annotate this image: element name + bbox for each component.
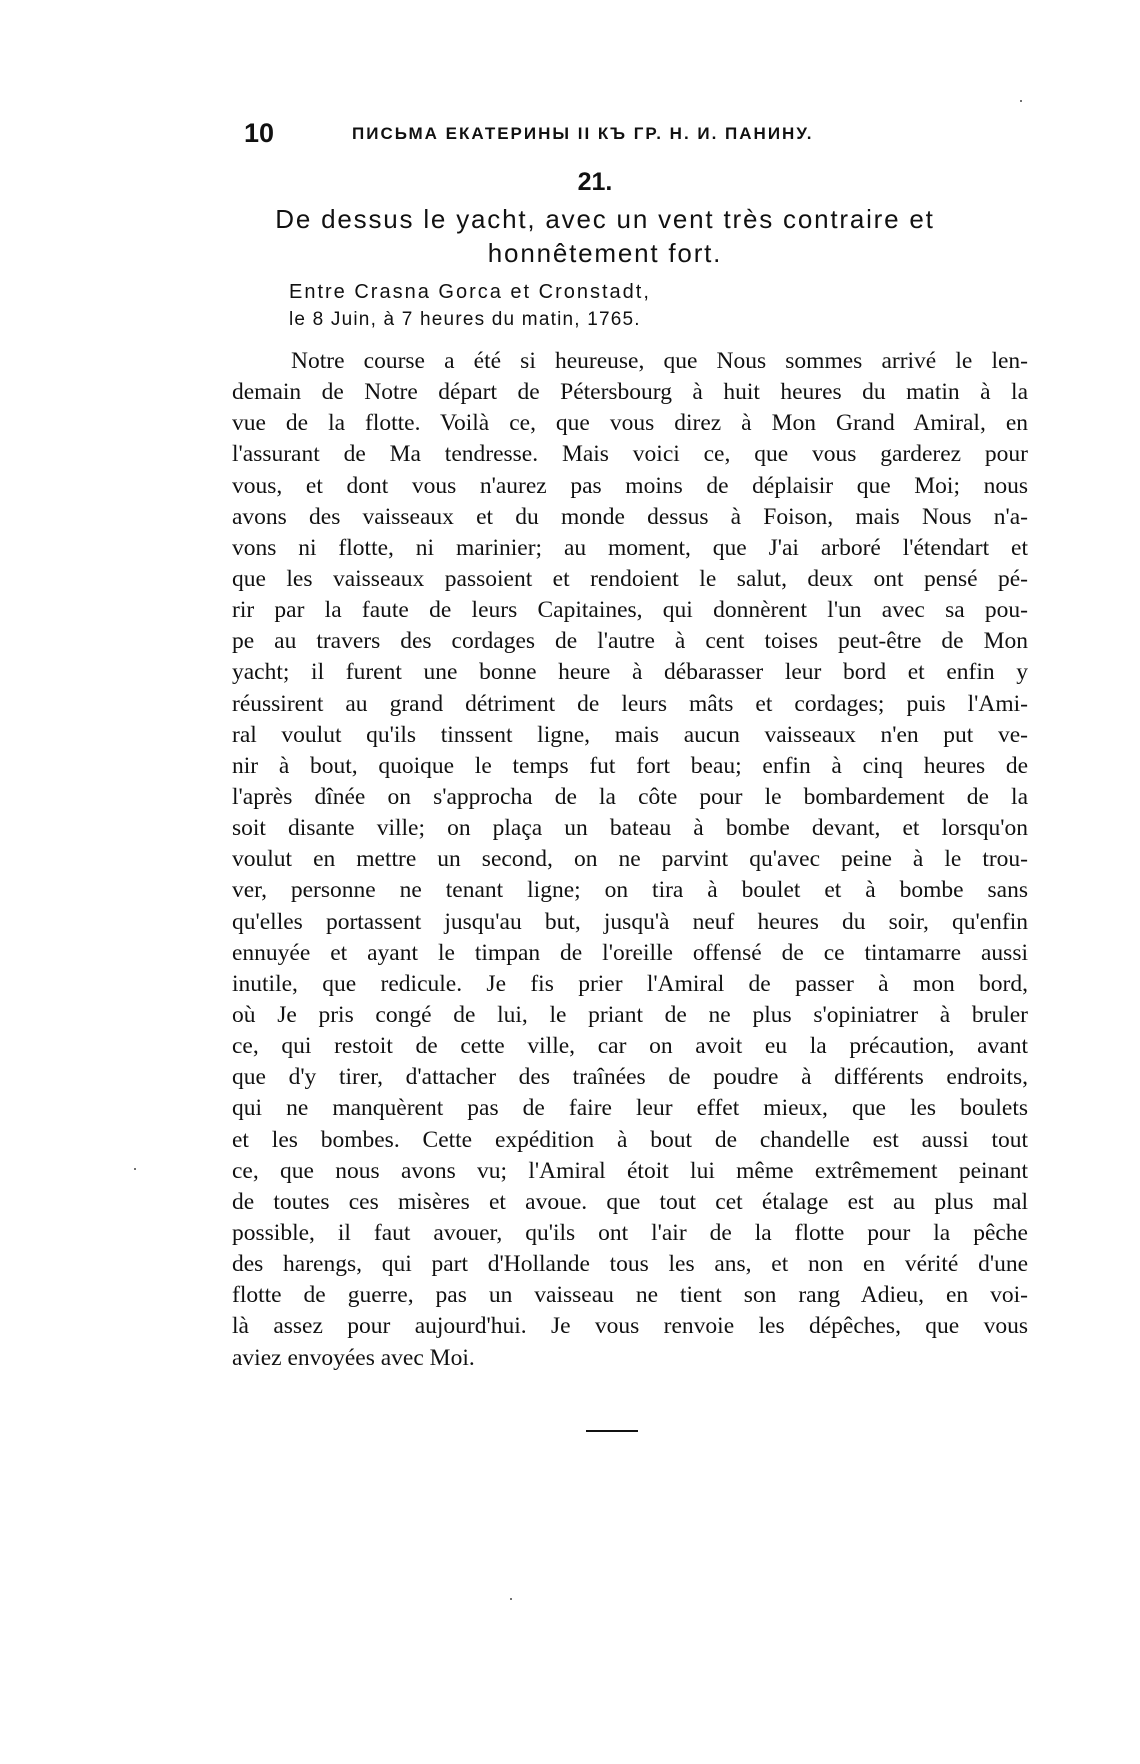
body-line: ce, qui restoit de cette ville, car on avoit eu la précaution, avant	[232, 1033, 1028, 1060]
body-line: possible, il faut avouer, qu'ils ont l'air de la flotte pour la pêche	[232, 1219, 1028, 1246]
body-line: vous, et dont vous n'aurez pas moins de déplaisir que Moi; nous	[232, 472, 1028, 499]
body-line: flotte de guerre, pas un vaisseau ne tient son rang Adieu, en voi-	[232, 1282, 1028, 1309]
body-line: vue de la flotte. Voilà ce, que vous direz à Mon Grand Amiral, en	[232, 410, 1028, 437]
body-line: l'après dînée on s'approcha de la côte pour le bombardement de la	[232, 783, 1028, 810]
page-header	[244, 118, 924, 154]
body-line: des harengs, qui part d'Hollande tous les ans, et non en vérité d'une	[232, 1251, 1028, 1278]
letter-title: De dessus le yacht, avec un vent très contraire et honnêtement fort.	[275, 204, 935, 268]
body-line: et les bombes. Cette expédition à bout de chandelle est aussi tout	[232, 1126, 1028, 1153]
body-line: aviez envoyées avec Moi.	[232, 1344, 475, 1371]
body-line: où Je pris congé de lui, le priant de ne plus s'opiniatrer à bruler	[232, 1001, 1028, 1028]
scan-speck	[510, 1598, 512, 1600]
body-line: qu'elles portassent jusqu'au but, jusqu'à neuf heures du soir, qu'enfin	[232, 908, 1028, 935]
body-line: soit disante ville; on plaça un bateau à bombe devant, et lorsqu'on	[232, 815, 1028, 842]
body-line: inutile, que redicule. Je fis prier l'Amiral de passer à mon bord,	[232, 970, 1028, 997]
letter-body	[232, 346, 1028, 1374]
scan-speck	[134, 1168, 136, 1170]
body-line: ennuyée et ayant le timpan de l'oreille offensé de ce tintamarre aussi	[232, 939, 1028, 966]
running-title: ПИСЬМА ЕКАТЕРИНЫ II КЪ ГР. Н. И. ПАНИНУ.	[352, 124, 814, 143]
body-line: ce, que nous avons vu; l'Amiral étoit lui même extrêmement peinant	[232, 1157, 1028, 1184]
body-line: rir par la faute de leurs Capitaines, qui donnèrent l'un avec sa pou-	[232, 597, 1028, 624]
body-line: yacht; il furent une bonne heure à débarasser leur bord et enfin y	[232, 659, 1028, 686]
letter-place: Entre Crasna Gorca et Cronstadt,	[289, 281, 651, 303]
body-line: de toutes ces misères et avoue. que tout cet étalage est au plus mal	[232, 1188, 1028, 1215]
body-line: qui ne manquèrent pas de faire leur effet mieux, que les boulets	[232, 1095, 1028, 1122]
page-number: 10	[244, 118, 275, 148]
end-rule	[586, 1430, 638, 1432]
body-line: pe au travers des cordages de l'autre à cent toises peut-être de Mon	[232, 628, 1028, 655]
body-line: que d'y tirer, d'attacher des traînées de poudre à différents endroits,	[232, 1064, 1028, 1091]
body-line: ral voulut qu'ils tinssent ligne, mais aucun vaisseaux n'en put ve-	[232, 721, 1028, 748]
body-line: nir à bout, quoique le temps fut fort beau; enfin à cinq heures de	[232, 752, 1028, 779]
scan-speck	[1020, 100, 1022, 102]
body-line: avons des vaisseaux et du monde dessus à Foison, mais Nous n'a-	[232, 503, 1028, 530]
letter-number: 21.	[577, 168, 613, 196]
body-line: demain de Notre départ de Pétersbourg à huit heures du matin à la	[232, 379, 1028, 406]
body-line: vons ni flotte, ni marinier; au moment, que J'ai arboré l'étendart et	[232, 534, 1028, 561]
letter-date: le 8 Juin, à 7 heures du matin, 1765.	[289, 309, 641, 330]
body-line: réussirent au grand détriment de leurs mâts et cordages; puis l'Ami-	[232, 690, 1028, 717]
body-line: l'assurant de Ma tendresse. Mais voici ce, que vous garderez pour	[232, 441, 1028, 468]
body-line: ver, personne ne tenant ligne; on tira à boulet et à bombe sans	[232, 877, 1028, 904]
body-line: voulut en mettre un second, on ne parvint qu'avec peine à le trou-	[232, 846, 1028, 873]
body-line: là assez pour aujourd'hui. Je vous renvoie les dépêches, que vous	[232, 1313, 1028, 1340]
body-line: que les vaisseaux passoient et rendoient le salut, deux ont pensé pé-	[232, 565, 1028, 592]
body-line: Notre course a été si heureuse, que Nous sommes arrivé le len-	[291, 348, 1028, 374]
